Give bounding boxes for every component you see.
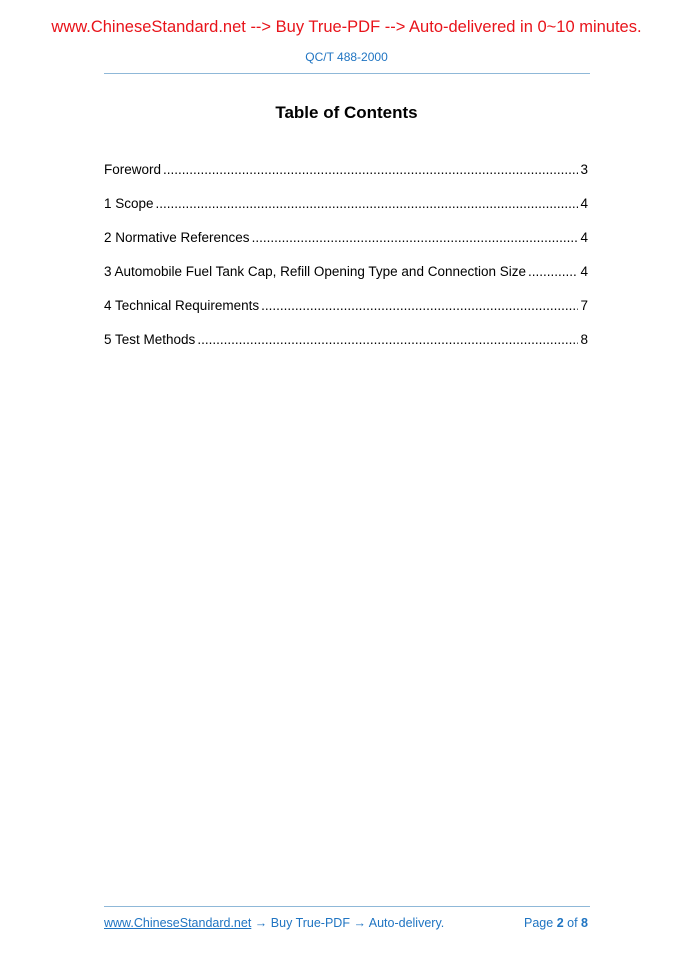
toc-entry-page: 4 [580,196,588,211]
footer-buy-text: Buy True-PDF [270,916,350,930]
toc-entry-page: 3 [580,162,588,177]
toc-dot-leader [197,332,578,347]
footer-delivery-text: Auto-delivery. [368,916,445,930]
footer-site-link[interactable]: www.ChineseStandard.net [104,916,252,930]
total-page-count: 8 [581,916,588,930]
current-page-number: 2 [556,916,564,930]
toc-dot-leader [528,264,578,279]
arrow-right-icon: → [353,916,366,930]
toc-entry-normative-references[interactable] [104,230,588,264]
page-footer [104,916,588,934]
toc-entry-fuel-tank-cap[interactable] [104,264,588,298]
toc-entry-page: 4 [580,264,588,279]
toc-dot-leader [252,230,579,245]
toc-dot-leader [156,196,579,211]
footer-promo [104,916,444,930]
toc-dot-leader [261,298,578,313]
toc-title: Table of Contents [275,103,418,122]
toc-entry-label: 2 Normative References [104,230,250,245]
standard-code: QC/T 488-2000 [305,50,388,64]
toc-entry-scope[interactable] [104,196,588,230]
arrow-right-icon: → [254,916,268,930]
toc-entry-page: 4 [580,230,588,245]
footer-divider [104,906,590,907]
header-divider [104,73,590,74]
toc-entry-foreword[interactable] [104,162,588,196]
toc-entry-label: 1 Scope [104,196,154,211]
toc-entry-label: 4 Technical Requirements [104,298,260,313]
page-word: Page [524,916,554,930]
toc-entry-page: 8 [580,332,588,347]
of-word: of [567,916,578,930]
toc-entry-label: 3 Automobile Fuel Tank Cap, Refill Opening Type and Connection Size [104,264,527,279]
toc-entry-page: 7 [580,298,588,313]
promo-banner[interactable]: www.ChineseStandard.net --> Buy True-PDF --> Auto-delivered in 0~10 minutes. [51,18,642,36]
toc-entry-label: 5 Test Methods [104,332,196,347]
toc-entry-technical-requirements[interactable] [104,298,588,332]
toc-entry-label: Foreword [104,162,162,177]
table-of-contents [104,162,588,366]
toc-entry-test-methods[interactable] [104,332,588,366]
toc-dot-leader [163,162,578,177]
page-indicator [524,916,588,930]
